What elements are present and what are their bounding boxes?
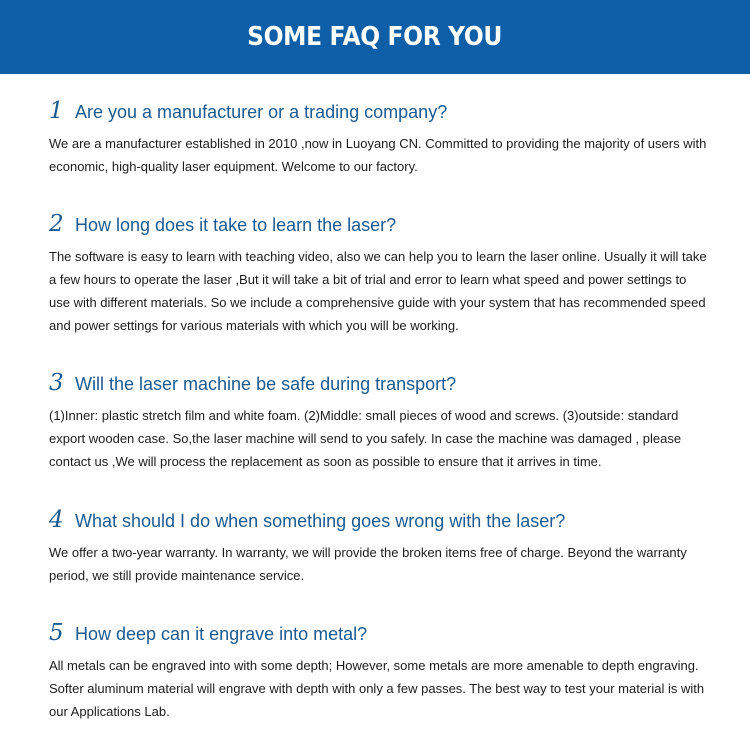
faq-item [49,98,709,178]
faq-item [49,507,709,587]
faq-item [49,211,709,337]
faq-answer: All metals can be engraved into with some depth; However, some metals are more amenable to depth engraving. Softer aluminum material will engrave with depth with only a few passes. The best way to test your material is with our Applications Lab. [49,658,705,719]
faq-item [49,620,709,723]
faq-number: 3 [49,370,64,396]
faq-question [49,98,709,124]
faq-number: 1 [49,98,64,124]
faq-question [49,620,709,646]
faq-question-text: How long does it take to learn the laser? [75,215,397,235]
faq-question-text: Are you a manufacturer or a trading company? [75,102,448,122]
faq-question-text: Will the laser machine be safe during transport? [75,374,457,394]
faq-answer: We offer a two-year warranty. In warranty, we will provide the broken items free of charge. Beyond the warranty period, we still provide maintenance service. [49,545,687,583]
faq-answer: We are a manufacturer established in 2010 ,now in Luoyang CN. Committed to providing the majority of users with economic, high-quality laser equipment. Welcome to our factory. [49,136,707,174]
faq-number: 2 [49,211,64,237]
faq-question-text: What should I do when something goes wrong with the laser? [75,511,566,531]
faq-question [49,211,709,237]
faq-header-banner [0,0,750,74]
faq-question [49,507,709,533]
faq-question [49,370,709,396]
faq-number: 5 [49,620,64,646]
faq-item [49,370,709,473]
page-title: SOME FAQ FOR YOU [247,22,503,52]
faq-answer: The software is easy to learn with teaching video, also we can help you to learn the laser online. Usually it will take a few hours to operate the laser ,But it will take a bit of trial and error to learn what speed and power settings to use with different materials. So we include a comprehensive guide with your system that has recommended speed and power settings for various materials with which you will be working. [49,249,707,333]
faq-question-text: How deep can it engrave into metal? [75,624,368,644]
faq-answer: (1)Inner: plastic stretch film and white foam. (2)Middle: small pieces of wood and screws. (3)outside: standard export wooden case. So,the laser machine will send to you safely. In case the machine was damaged , please contact us ,We will process the replacement as soon as possible to ensure that it arrives in time. [49,408,682,469]
faq-number: 4 [49,507,64,533]
